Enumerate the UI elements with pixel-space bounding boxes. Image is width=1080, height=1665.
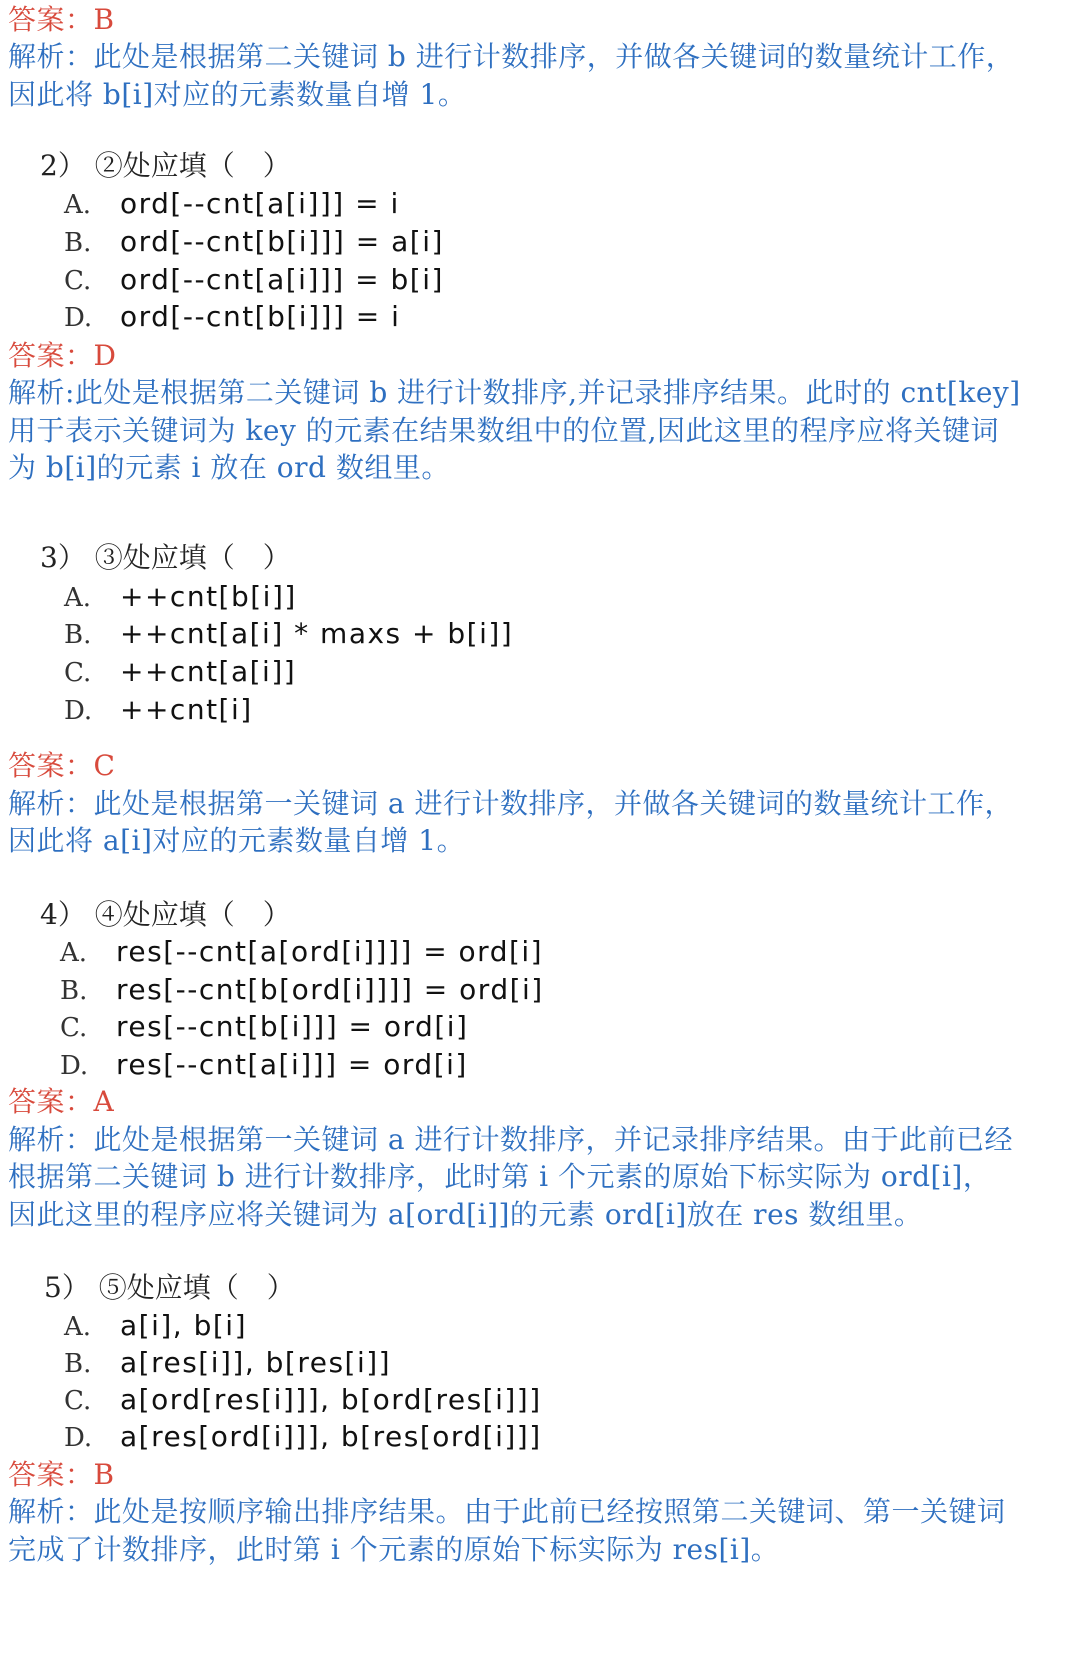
question-4-option-b xyxy=(60,971,544,1009)
option-letter: C. xyxy=(60,1013,88,1043)
option-letter: B. xyxy=(64,228,92,258)
option-letter: B. xyxy=(60,976,88,1006)
analysis-3-line-2: 因此将 a[i]对应的元素数量自增 1。 xyxy=(8,824,466,857)
option-code: a[res[i]], b[res[i]] xyxy=(120,1346,392,1379)
option-code: ++cnt[a[i] * maxs + b[i]] xyxy=(120,617,514,650)
question-5-option-a xyxy=(64,1307,247,1345)
option-code: ord[--cnt[a[i]]] = b[i] xyxy=(120,263,444,296)
question-5-option-b xyxy=(64,1344,391,1382)
question-4-option-a xyxy=(60,933,543,971)
option-code: res[--cnt[b[i]]] = ord[i] xyxy=(116,1010,469,1043)
analysis-4-line-1: 解析：此处是根据第一关键词 a 进行计数排序，并记录排序结果。由于此前已经 xyxy=(8,1123,1013,1156)
analysis-4-line-2: 根据第二关键词 b 进行计数排序，此时第 i 个元素的原始下标实际为 ord[i]， xyxy=(8,1160,992,1193)
analysis-2-line-3: 为 b[i]的元素 i 放在 ord 数组里。 xyxy=(8,451,450,484)
option-letter: A. xyxy=(64,190,92,220)
option-letter: C. xyxy=(64,1386,92,1416)
option-letter: D. xyxy=(60,1051,89,1081)
question-2-option-b xyxy=(64,223,444,261)
option-letter: B. xyxy=(64,1349,92,1379)
option-letter: C. xyxy=(64,658,92,688)
option-code: ord[--cnt[b[i]]] = a[i] xyxy=(120,225,444,258)
option-code: ++cnt[a[i]] xyxy=(120,655,297,688)
question-5-option-d xyxy=(64,1418,542,1456)
question-3-option-b xyxy=(64,615,513,653)
analysis-1-line-1: 解析：此处是根据第二关键词 b 进行计数排序，并做各关键词的数量统计工作， xyxy=(8,40,1015,73)
question-2-title: 2） ②处应填（ ） xyxy=(40,149,291,182)
question-4-option-d xyxy=(60,1046,468,1084)
analysis-2-line-1: 解析:此处是根据第二关键词 b 进行计数排序,并记录排序结果。此时的 cnt[key] xyxy=(8,376,1021,409)
answer-4: 答案：A xyxy=(8,1085,115,1118)
option-code: ++cnt[b[i]] xyxy=(120,580,297,613)
option-code: a[i], b[i] xyxy=(120,1309,247,1342)
question-3-option-a xyxy=(64,578,297,616)
option-code: ++cnt[i] xyxy=(120,693,253,726)
option-code: res[--cnt[b[ord[i]]]] = ord[i] xyxy=(116,973,544,1006)
answer-3: 答案：C xyxy=(8,749,116,782)
option-letter: D. xyxy=(64,1423,93,1453)
option-letter: C. xyxy=(64,266,92,296)
question-3-title: 3） ③处应填（ ） xyxy=(40,541,291,574)
option-letter: A. xyxy=(64,583,92,613)
question-3-option-c xyxy=(64,653,296,691)
option-letter: A. xyxy=(60,938,88,968)
question-2-option-d xyxy=(64,298,400,336)
analysis-2-line-2: 用于表示关键词为 key 的元素在结果数组中的位置,因此这里的程序应将关键词 xyxy=(8,414,1000,447)
option-code: res[--cnt[a[ord[i]]]] = ord[i] xyxy=(116,935,544,968)
question-4-option-c xyxy=(60,1008,468,1046)
option-letter: D. xyxy=(64,303,93,333)
question-4-title: 4） ④处应填（ ） xyxy=(40,898,291,931)
option-letter: A. xyxy=(64,1312,92,1342)
option-code: res[--cnt[a[i]]] = ord[i] xyxy=(116,1048,468,1081)
question-5-option-c xyxy=(64,1381,542,1419)
question-2-option-a xyxy=(64,185,400,223)
option-letter: D. xyxy=(64,696,93,726)
option-code: a[res[ord[i]]], b[res[ord[i]]] xyxy=(120,1420,542,1453)
analysis-3-line-1: 解析：此处是根据第一关键词 a 进行计数排序，并做各关键词的数量统计工作， xyxy=(8,787,1013,820)
analysis-5-line-1: 解析：此处是按顺序输出排序结果。由于此前已经按照第二关键词、第一关键词 xyxy=(8,1495,1006,1528)
option-code: ord[--cnt[b[i]]] = i xyxy=(120,300,401,333)
option-letter: B. xyxy=(64,620,92,650)
question-5-title: 5） ⑤处应填（ ） xyxy=(44,1271,295,1304)
option-code: a[ord[res[i]]], b[ord[res[i]]] xyxy=(120,1383,542,1416)
question-2-option-c xyxy=(64,261,444,299)
analysis-4-line-3: 因此这里的程序应将关键词为 a[ord[i]]的元素 ord[i]放在 res 数组里。 xyxy=(8,1198,923,1231)
question-3-option-d xyxy=(64,691,253,729)
answer-5: 答案：B xyxy=(8,1458,115,1491)
answer-2: 答案：D xyxy=(8,339,117,372)
analysis-5-line-2: 完成了计数排序，此时第 i 个元素的原始下标实际为 res[i]。 xyxy=(8,1533,780,1566)
option-code: ord[--cnt[a[i]]] = i xyxy=(120,187,400,220)
analysis-1-line-2: 因此将 b[i]对应的元素数量自增 1。 xyxy=(8,78,467,111)
answer-1: 答案：B xyxy=(8,3,115,36)
